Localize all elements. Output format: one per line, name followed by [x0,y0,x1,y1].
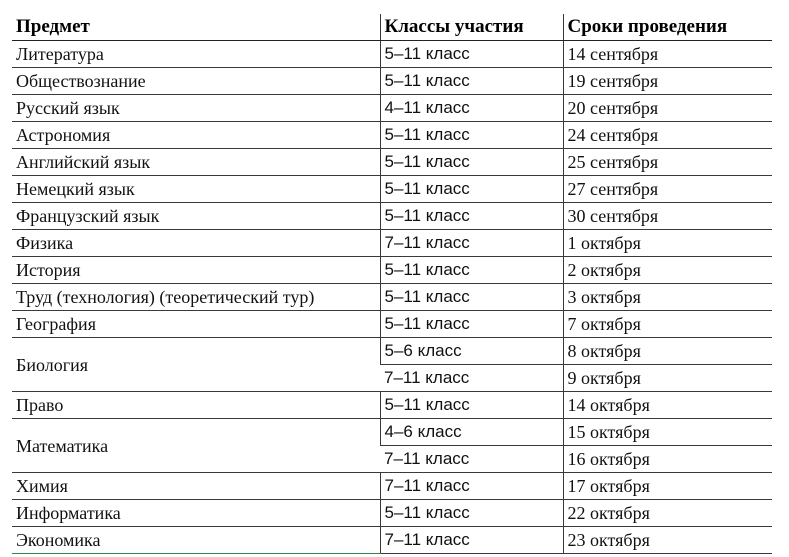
date-cell: 25 сентября [563,149,772,176]
date-cell: 9 октября [563,365,772,392]
classes-cell: 7–11 класс [380,473,563,500]
subject-cell: Обществознание [12,68,380,95]
classes-cell: 5–11 класс [380,284,563,311]
date-cell: 19 сентября [563,68,772,95]
table-row [12,122,772,149]
subject-cell: Английский язык [12,149,380,176]
classes-cell: 5–11 класс [380,392,563,419]
date-cell: 20 сентября [563,95,772,122]
table-row [12,149,772,176]
classes-cell: 4–11 класс [380,95,563,122]
date-cell: 8 октября [563,338,772,365]
date-cell: 7 октября [563,311,772,338]
subject-cell: Математика [12,419,380,473]
table-row [12,203,772,230]
subject-cell: Биология [12,338,380,392]
classes-cell: 5–11 класс [380,500,563,527]
subject-cell: Русский язык [12,95,380,122]
table-row [12,230,772,257]
classes-cell: 5–11 класс [380,311,563,338]
table-row [12,500,772,527]
subject-cell: Астрономия [12,122,380,149]
classes-cell: 5–11 класс [380,149,563,176]
table-row [12,68,772,95]
date-cell: 14 сентября [563,41,772,68]
subject-cell: Экономика [12,527,380,554]
table-row [12,41,772,68]
subject-cell: Физика [12,230,380,257]
schedule-table [12,14,772,554]
date-cell: 23 октября [563,527,772,554]
date-cell: 2 октября [563,257,772,284]
header-subject: Предмет [12,14,380,41]
subject-cell: География [12,311,380,338]
subject-cell: Литература [12,41,380,68]
classes-cell: 5–11 класс [380,122,563,149]
table-row [12,338,772,365]
classes-cell: 7–11 класс [380,365,563,392]
date-cell: 27 сентября [563,176,772,203]
table-row [12,311,772,338]
date-cell: 15 октября [563,419,772,446]
subject-cell: Право [12,392,380,419]
subject-cell: Французский язык [12,203,380,230]
classes-cell: 5–11 класс [380,203,563,230]
header-classes: Классы участия [380,14,563,41]
table-row [12,284,772,311]
date-cell: 14 октября [563,392,772,419]
classes-cell: 4–6 класс [380,419,563,446]
classes-cell: 5–11 класс [380,257,563,284]
date-cell: 16 октября [563,446,772,473]
subject-cell: Химия [12,473,380,500]
subject-cell: Информатика [12,500,380,527]
classes-cell: 7–11 класс [380,446,563,473]
date-cell: 17 октября [563,473,772,500]
subject-cell: Труд (технология) (теоретический тур) [12,284,380,311]
date-cell: 24 сентября [563,122,772,149]
date-cell: 1 октября [563,230,772,257]
classes-cell: 7–11 класс [380,230,563,257]
header-dates: Сроки проведения [563,14,772,41]
subject-cell: Немецкий язык [12,176,380,203]
schedule-body [12,41,772,554]
table-row [12,473,772,500]
classes-cell: 5–6 класс [380,338,563,365]
classes-cell: 5–11 класс [380,176,563,203]
classes-cell: 7–11 класс [380,527,563,554]
date-cell: 22 октября [563,500,772,527]
header-row [12,14,772,41]
table-row [12,419,772,446]
table-row [12,176,772,203]
olympiad-schedule [12,14,772,554]
table-row [12,527,772,554]
classes-cell: 5–11 класс [380,41,563,68]
subject-cell: История [12,257,380,284]
date-cell: 30 сентября [563,203,772,230]
date-cell: 3 октября [563,284,772,311]
classes-cell: 5–11 класс [380,68,563,95]
table-row [12,392,772,419]
table-row [12,95,772,122]
table-row [12,257,772,284]
